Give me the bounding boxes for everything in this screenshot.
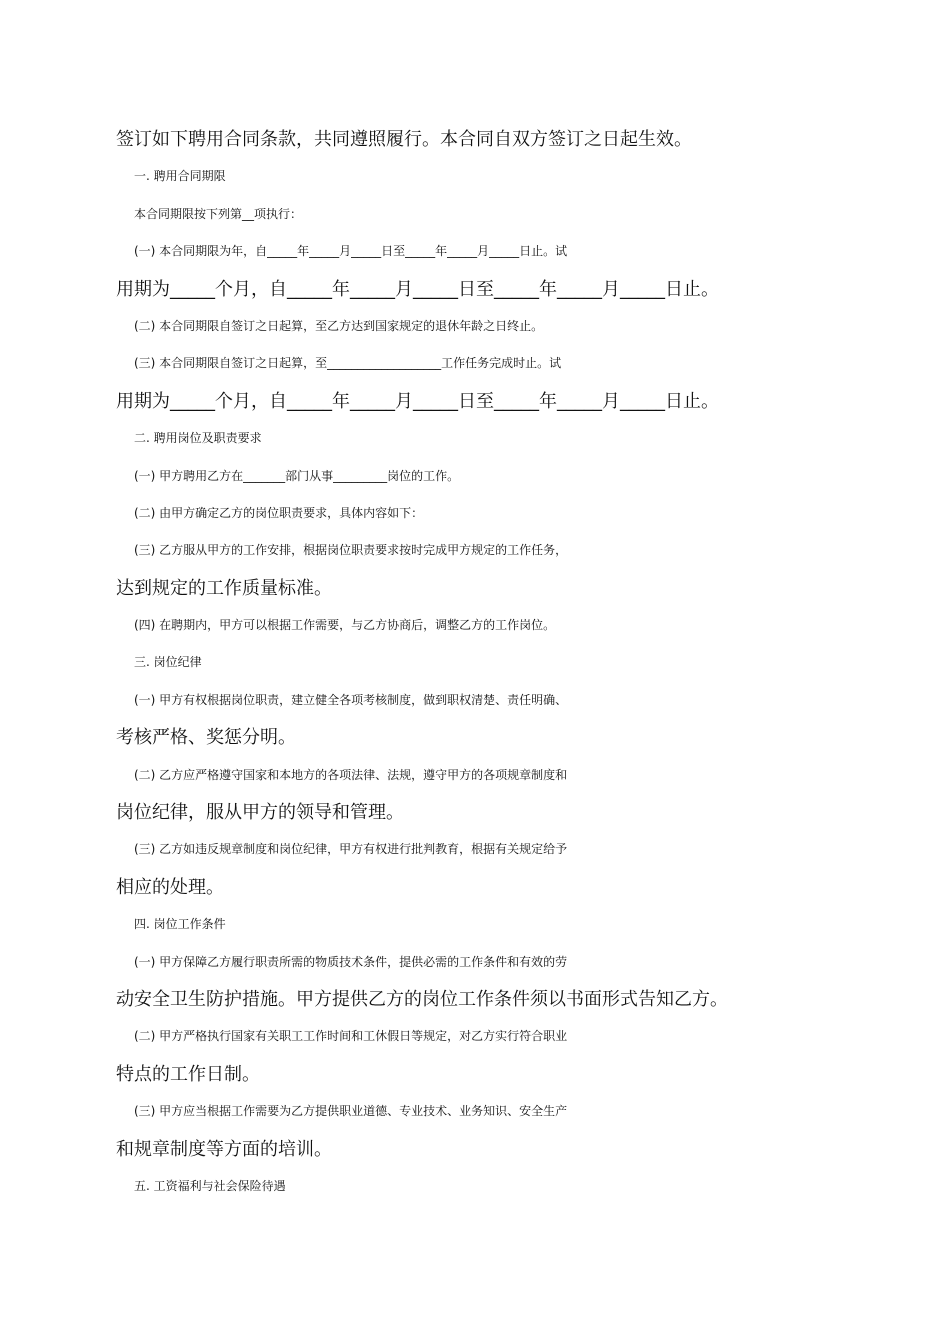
text-line: (二) 甲方严格执行国家有关职工工作时间和工休假日等规定，对乙方实行符合职业: [134, 1029, 568, 1044]
text-line: (二) 乙方应严格遵守国家和本地方的各项法律、法规，遵守甲方的各项规章制度和: [134, 767, 568, 782]
text-line: 达到规定的工作质量标准。: [116, 577, 332, 599]
text-line: 用期为_____个月，自_____年_____月_____日至_____年_____月_____日止。: [116, 278, 719, 300]
text-line: 和规章制度等方面的培训。: [116, 1138, 332, 1160]
text-line: (二) 本合同期限自签订之日起算，至乙方达到国家规定的退休年龄之日终止。: [134, 318, 544, 333]
text-line: (三) 乙方服从甲方的工作安排，根据岗位职责要求按时完成甲方规定的工作任务，: [134, 543, 568, 558]
text-line: (四) 在聘期内，甲方可以根据工作需要，与乙方协商后，调整乙方的工作岗位。: [134, 618, 556, 633]
text-line: 用期为_____个月，自_____年_____月_____日至_____年_____月_____日止。: [116, 390, 719, 412]
text-line: 五. 工资福利与社会保险待遇: [134, 1178, 286, 1193]
text-line: (三) 本合同期限自签订之日起算，至___________________工作任务完成时止。试: [134, 356, 562, 371]
text-line: 动安全卫生防护措施。甲方提供乙方的岗位工作条件须以书面形式告知乙方。: [116, 988, 728, 1010]
text-line: 二. 聘用岗位及职责要求: [134, 431, 262, 446]
contract-text-body: [116, 121, 836, 1205]
text-line: 考核严格、奖惩分明。: [116, 727, 296, 749]
text-line: 相应的处理。: [116, 876, 224, 898]
text-line: 本合同期限按下列第__项执行：: [134, 206, 303, 221]
text-line: 三. 岗位纪律: [134, 655, 202, 670]
text-line: (一) 甲方聘用乙方在_______部门从事_________岗位的工作。: [134, 468, 460, 483]
text-line: 一. 聘用合同期限: [134, 169, 226, 184]
text-line: (二) 由甲方确定乙方的岗位职责要求，具体内容如下：: [134, 505, 424, 520]
text-line: (三) 甲方应当根据工作需要为乙方提供职业道德、专业技术、业务知识、安全生产: [134, 1104, 568, 1119]
text-line: 特点的工作日制。: [116, 1063, 260, 1085]
text-line: 签订如下聘用合同条款，共同遵照履行。本合同自双方签订之日起生效。: [116, 129, 692, 150]
text-line: (一) 甲方有权根据岗位职责，建立健全各项考核制度，做到职权清楚、责任明确、: [134, 692, 568, 707]
text-line: (三) 乙方如违反规章制度和岗位纪律，甲方有权进行批判教育，根据有关规定给予: [134, 842, 568, 857]
text-line: (一) 本合同期限为年，自_____年_____月_____日至_____年_____月_____日止。试: [134, 244, 568, 259]
text-line: 岗位纪律，服从甲方的领导和管理。: [116, 802, 404, 824]
text-line: (一) 甲方保障乙方履行职责所需的物质技术条件，提供必需的工作条件和有效的劳: [134, 954, 568, 969]
text-line: 四. 岗位工作条件: [134, 917, 226, 932]
